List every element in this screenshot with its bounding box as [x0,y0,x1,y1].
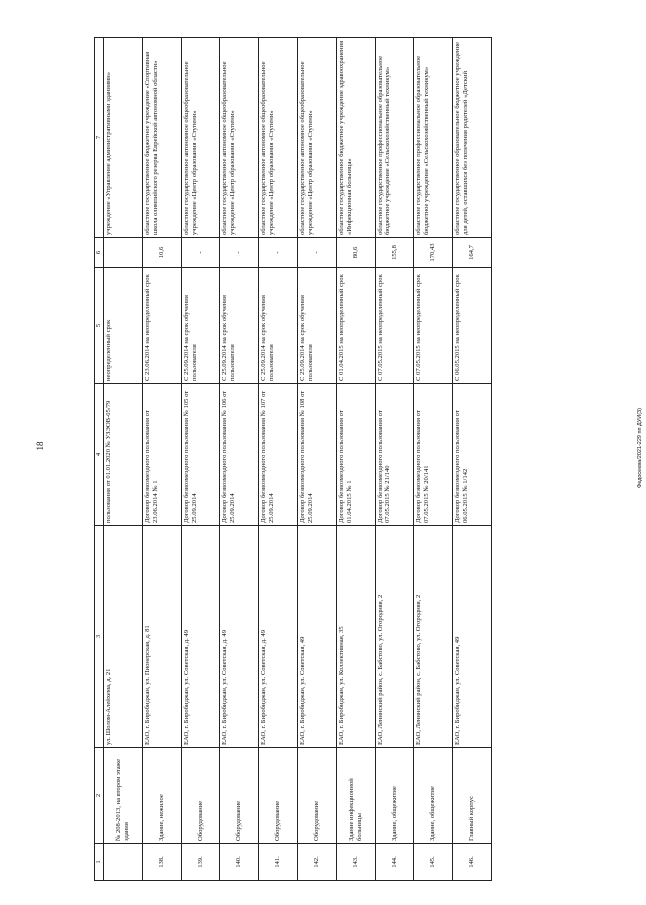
table-row [297,38,336,881]
table-row [104,38,143,881]
table-cell-address: ЕАО, Ленинский район, с. Бабстово, ул. Огородняя, 2 [414,526,453,748]
page-number: 18 [35,441,45,451]
column-header: 3 [95,526,104,748]
table-cell-num: 139. [181,844,220,881]
column-header: 5 [95,268,104,384]
table-cell-term: С 25.09.2014 на срок обучения пользователя [297,268,336,384]
table-cell-name: № 208-2013, на втором этаже здания [104,748,143,844]
table-cell-address: ЕАО, г. Биробиджан, ул. Коллективная, 35 [336,526,375,748]
table-cell-user: учреждение «Управление административными зданиями» [104,38,143,238]
table-cell-num: 141. [259,844,298,881]
table-row [220,38,259,881]
table-cell-name: Здание, общежитие [414,748,453,844]
table-cell-name: Оборудование [181,748,220,844]
table-cell-name: Здание инфекционной больницы [336,748,375,844]
table-header-row [95,38,104,881]
table-cell-area: 170,43 [414,238,453,268]
table-cell-num: 143. [336,844,375,881]
table-cell-basis: Договор безвозмездного пользования от 23.06.2014 № 1 [142,384,181,526]
table-row [259,38,298,881]
table-cell-num: 145. [414,844,453,881]
table-cell-area: 80,6 [336,238,375,268]
document-table-wrapper [94,38,492,881]
column-header: 2 [95,748,104,844]
table-cell-user: областное государственное автономное общеобразовательное учреждение «Центр образования «Ступени» [259,38,298,238]
table-cell-name: Главный корпус [453,748,492,844]
table-cell-term: С 25.09.2014 на срок обучения пользователя [181,268,220,384]
table-cell-num: 144. [375,844,414,881]
table-cell-basis: Договор безвозмездного пользования № 106 от 25.09.2014 [220,384,259,526]
column-header: 7 [95,38,104,238]
table-cell-address: ЕАО, Ленинский район, с. Бабстово, ул. Огородняя, 2 [375,526,414,748]
table-cell-area [104,238,143,268]
table-cell-term: С 06.05.2015 на неопределенный срок [453,268,492,384]
table-cell-name: Здание, общежитие [375,748,414,844]
table-cell-area: 155,8 [375,238,414,268]
table-cell-area: - [181,238,220,268]
table-cell-basis: Договор безвозмездного пользования № 105 от 25.09.2014 [181,384,220,526]
table-cell-address: ЕАО, г. Биробиджан, ул. Советская, д. 49 [181,526,220,748]
table-cell-num: 146. [453,844,492,881]
document-table [94,37,492,881]
table-cell-area: 10,6 [142,238,181,268]
table-row [336,38,375,881]
table-cell-user: областное государственное образовательное бюджетное учреждение для детей, оставшихся без попечения родителей «Детский [453,38,492,238]
table-cell-name: Оборудование [220,748,259,844]
table-cell-address: ул. Шолом-Алейхема, д. 21 [104,526,143,748]
table-cell-term: С 25.09.2014 на срок обучения пользователя [259,268,298,384]
table-cell-user: областное государственное автономное общеобразовательное учреждение «Центр образования «Ступени» [220,38,259,238]
table-row [414,38,453,881]
table-cell-address: ЕАО, г. Биробиджан, ул. Советская, 49 [453,526,492,748]
column-header: 6 [95,238,104,268]
table-cell-name: Здание, нежилое [142,748,181,844]
table-cell-num: 138. [142,844,181,881]
table-row [375,38,414,881]
table-cell-num: 140. [220,844,259,881]
table-cell-term: С 07.05.2015 на неопределенный срок [414,268,453,384]
table-cell-user: областное государственное бюджетное учреждение «Спортивная школа олимпийского резерва Еврейской автономной области» [142,38,181,238]
table-cell-term: С 25.09.2014 на срок обучения пользователя [220,268,259,384]
table-cell-basis: Договор безвозмездного пользования от 07.05.2015 № 21/140 [375,384,414,526]
table-cell-address: ЕАО, г. Биробиджан, ул. Пионерская, д. 81 [142,526,181,748]
table-cell-num [104,844,143,881]
table-cell-user: областное государственное автономное общеобразовательное учреждение «Центр образования «Ступени» [297,38,336,238]
table-cell-area: - [220,238,259,268]
table-cell-num: 142. [297,844,336,881]
table-cell-term: неопределенный срок [104,268,143,384]
column-header: 4 [95,384,104,526]
table-cell-term: С 01.04.2015 на неопределенный срок [336,268,375,384]
table-cell-user: областное государственное автономное общеобразовательное учреждение «Центр образования «Ступени» [181,38,220,238]
table-cell-address: ЕАО, г. Биробиджан, ул. Советская, 49 [297,526,336,748]
table-cell-address: ЕАО, г. Биробиджан, ул. Советская, д. 49 [259,526,298,748]
table-row [142,38,181,881]
table-cell-user: областное государственное профессиональное образовательное бюджетное учреждение «Сельскохозяйственный техникум» [414,38,453,238]
table-cell-basis: Договор безвозмездного пользования от 06.05.2015 № 1/142 [453,384,492,526]
table-cell-area: 164,7 [453,238,492,268]
table-row [181,38,220,881]
table-cell-address: ЕАО, г. Биробиджан, ул. Советская, д. 49 [220,526,259,748]
table-cell-area: - [297,238,336,268]
table-cell-basis: Договор безвозмездного пользования № 107 от 25.09.2014 [259,384,298,526]
table-row [453,38,492,881]
table-cell-basis: пользования от 01.01.2020 № УЗЭОВ-05/79 [104,384,143,526]
column-header: 1 [95,844,104,881]
table-cell-user: областное государственное бюджетное учреждение здравоохранения «Инфекционная больница» [336,38,375,238]
table-cell-name: Оборудование [259,748,298,844]
table-cell-basis: Договор безвозмездного пользования № 108 от 25.09.2014 [297,384,336,526]
table-cell-term: С 23.06.2014 на неопределенный срок [142,268,181,384]
table-cell-name: Оборудование [297,748,336,844]
table-cell-user: областное государственное профессиональное образовательное бюджетное учреждение «Сельскохозяйственный техникум» [375,38,414,238]
table-cell-basis: Договор безвозмездного пользования от 07.05.2015 № 20/141 [414,384,453,526]
table-cell-area: - [259,238,298,268]
footer-reference: Федосеева/2021-229 пп ДУИ(3) [637,408,643,488]
table-cell-term: С 07.05.2015 на неопределенный срок [375,268,414,384]
table-cell-basis: Договор безвозмездного пользования от 01.04.2015 № 1 [336,384,375,526]
